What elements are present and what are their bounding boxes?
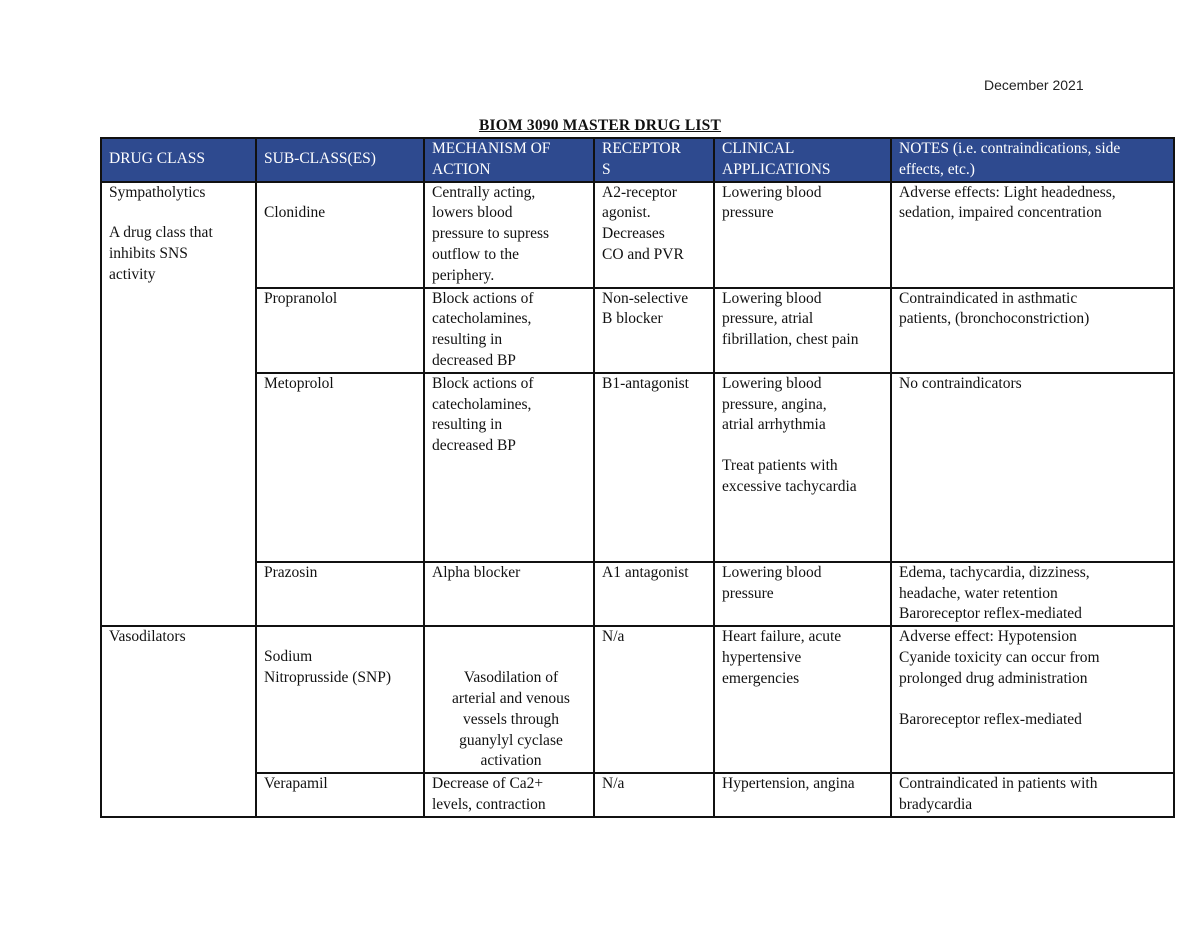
notes-line: bradycardia: [899, 795, 973, 813]
drug-table: [100, 137, 1175, 818]
sub-class-name: Prazosin: [264, 563, 318, 581]
table-row-prazosin: [101, 562, 1174, 626]
table-row-snp: [101, 626, 1174, 773]
clinical-line: Heart failure, acute: [722, 628, 842, 646]
receptor-line: B1-antagonist: [602, 374, 689, 392]
mechanism-line: activation: [480, 752, 542, 770]
notes-line: No contraindicators: [899, 374, 1022, 392]
table-row-propranolol: [101, 288, 1174, 373]
notes-line: headache, water retention: [899, 584, 1058, 602]
col-header-clinical: [714, 138, 891, 182]
mechanism-line: periphery.: [432, 266, 495, 284]
notes-line: Adverse effects: Light headedness,: [899, 183, 1116, 201]
mechanism-prazosin: [424, 562, 594, 626]
receptor-line: A1 antagonist: [602, 563, 689, 581]
clinical-line: Lowering blood: [722, 563, 822, 581]
mechanism-metoprolol: [424, 373, 594, 562]
col-header-mechanism-line1: MECHANISM OF: [432, 140, 551, 157]
clinical-line: Lowering blood: [722, 289, 822, 307]
col-header-clinical-line2: APPLICATIONS: [722, 160, 831, 178]
mechanism-line: Block actions of: [432, 289, 534, 307]
drug-class-name: Vasodilators: [109, 628, 186, 646]
drug-class-sympatholytics: [101, 182, 256, 627]
receptor-metoprolol: [594, 373, 714, 562]
col-header-mechanism: [424, 138, 594, 182]
table-header-row: [101, 138, 1174, 182]
clinical-snp: [714, 626, 891, 773]
sub-class-name: Verapamil: [264, 775, 328, 793]
receptor-propranolol: [594, 288, 714, 373]
clinical-line: hypertensive: [722, 648, 802, 666]
clinical-line: excessive tachycardia: [722, 477, 857, 495]
clinical-propranolol: [714, 288, 891, 373]
mechanism-line: decreased BP: [432, 437, 516, 455]
notes-metoprolol: [891, 373, 1174, 562]
notes-line: Edema, tachycardia, dizziness,: [899, 563, 1090, 581]
sub-class-verapamil: [256, 773, 424, 817]
mechanism-line: levels, contraction: [432, 795, 546, 813]
clinical-line: pressure: [722, 204, 774, 222]
receptor-verapamil: [594, 773, 714, 817]
col-header-mechanism-line2: ACTION: [432, 160, 491, 178]
mechanism-line: outflow to the: [432, 245, 519, 263]
receptor-line: CO and PVR: [602, 245, 684, 263]
receptor-line: Decreases: [602, 225, 665, 243]
col-header-notes-line2: effects, etc.): [899, 160, 975, 178]
receptor-line: A2-receptor: [602, 183, 677, 201]
mechanism-clonidine: [424, 182, 594, 288]
notes-line: Cyanide toxicity can occur from: [899, 648, 1100, 666]
drug-class-desc-line3: activity: [109, 265, 156, 283]
mechanism-line: Centrally acting,: [432, 183, 536, 201]
mechanism-line: guanylyl cyclase: [459, 731, 563, 749]
clinical-line: Hypertension, angina: [722, 775, 855, 793]
sub-class-snp: [256, 626, 424, 773]
mechanism-line: decreased BP: [432, 351, 516, 369]
notes-line: Baroreceptor reflex-mediated: [899, 710, 1082, 728]
mechanism-line: vessels through: [462, 710, 559, 728]
notes-line: Baroreceptor reflex-mediated: [899, 605, 1082, 623]
col-header-receptors: [594, 138, 714, 182]
clinical-metoprolol: [714, 373, 891, 562]
col-header-clinical-line1: CLINICAL: [722, 140, 795, 157]
clinical-line: fibrillation, chest pain: [722, 331, 859, 349]
table-row-metoprolol: [101, 373, 1174, 562]
receptor-line: agonist.: [602, 204, 651, 222]
document-date: December 2021: [984, 77, 1084, 93]
clinical-clonidine: [714, 182, 891, 288]
clinical-line: Treat patients with: [722, 457, 838, 475]
clinical-line: pressure, angina,: [722, 395, 827, 413]
sub-class-clonidine: [256, 182, 424, 288]
notes-propranolol: [891, 288, 1174, 373]
receptor-line: B blocker: [602, 310, 663, 328]
sub-class-propranolol: [256, 288, 424, 373]
sub-class-name: Propranolol: [264, 289, 338, 307]
clinical-line: emergencies: [722, 669, 800, 687]
notes-line: sedation, impaired concentration: [899, 204, 1102, 222]
clinical-line: Lowering blood: [722, 183, 822, 201]
mechanism-propranolol: [424, 288, 594, 373]
clinical-line: pressure: [722, 584, 774, 602]
drug-class-desc-line1: A drug class that: [109, 224, 213, 242]
sub-class-name: Clonidine: [264, 203, 326, 221]
notes-snp: [891, 626, 1174, 773]
sub-class-prazosin: [256, 562, 424, 626]
drug-class-vasodilators: [101, 626, 256, 817]
clinical-verapamil: [714, 773, 891, 817]
mechanism-line: lowers blood: [432, 204, 513, 222]
mechanism-line: pressure to supress: [432, 225, 550, 243]
clinical-line: pressure, atrial: [722, 310, 814, 328]
notes-clonidine: [891, 182, 1174, 288]
notes-prazosin: [891, 562, 1174, 626]
mechanism-line: arterial and venous: [452, 689, 570, 707]
notes-verapamil: [891, 773, 1174, 817]
table-row-clonidine: [101, 182, 1174, 288]
sub-class-name-line1: Sodium: [264, 648, 313, 666]
sub-class-name: Metoprolol: [264, 374, 334, 392]
col-header-notes-line1: NOTES (i.e. contraindications, side: [899, 140, 1121, 157]
mechanism-line: resulting in: [432, 416, 503, 434]
col-header-sub-class: SUB-CLASS(ES): [256, 138, 424, 182]
receptor-line: N/a: [602, 775, 625, 793]
mechanism-line: Decrease of Ca2+: [432, 775, 544, 793]
col-header-receptors-line2: S: [602, 160, 611, 178]
receptor-prazosin: [594, 562, 714, 626]
document-title: BIOM 3090 MASTER DRUG LIST: [478, 117, 722, 134]
drug-class-desc-line2: inhibits SNS: [109, 245, 188, 263]
receptor-clonidine: [594, 182, 714, 288]
mechanism-snp: [424, 626, 594, 773]
notes-line: Adverse effect: Hypotension: [899, 628, 1077, 646]
mechanism-verapamil: [424, 773, 594, 817]
mechanism-line: resulting in: [432, 331, 503, 349]
sub-class-name-line2: Nitroprusside (SNP): [264, 668, 392, 686]
sub-class-metoprolol: [256, 373, 424, 562]
receptor-line: Non-selective: [602, 289, 689, 307]
mechanism-line: Alpha blocker: [432, 563, 521, 581]
col-header-drug-class: DRUG CLASS: [101, 138, 256, 182]
col-header-receptors-line1: RECEPTOR: [602, 140, 681, 157]
col-header-notes: [891, 138, 1174, 182]
mechanism-line: Vasodilation of: [463, 669, 559, 687]
notes-line: Contraindicated in asthmatic: [899, 289, 1078, 307]
clinical-line: atrial arrhythmia: [722, 416, 826, 434]
notes-line: prolonged drug administration: [899, 669, 1088, 687]
drug-class-name: Sympatholytics: [109, 183, 206, 201]
receptor-line: N/a: [602, 628, 625, 646]
table-row-verapamil: [101, 773, 1174, 817]
mechanism-line: catecholamines,: [432, 395, 532, 413]
clinical-prazosin: [714, 562, 891, 626]
clinical-line: Lowering blood: [722, 374, 822, 392]
receptor-snp: [594, 626, 714, 773]
notes-line: patients, (bronchoconstriction): [899, 310, 1090, 328]
notes-line: Contraindicated in patients with: [899, 775, 1098, 793]
mechanism-line: Block actions of: [432, 374, 534, 392]
mechanism-line: catecholamines,: [432, 310, 532, 328]
